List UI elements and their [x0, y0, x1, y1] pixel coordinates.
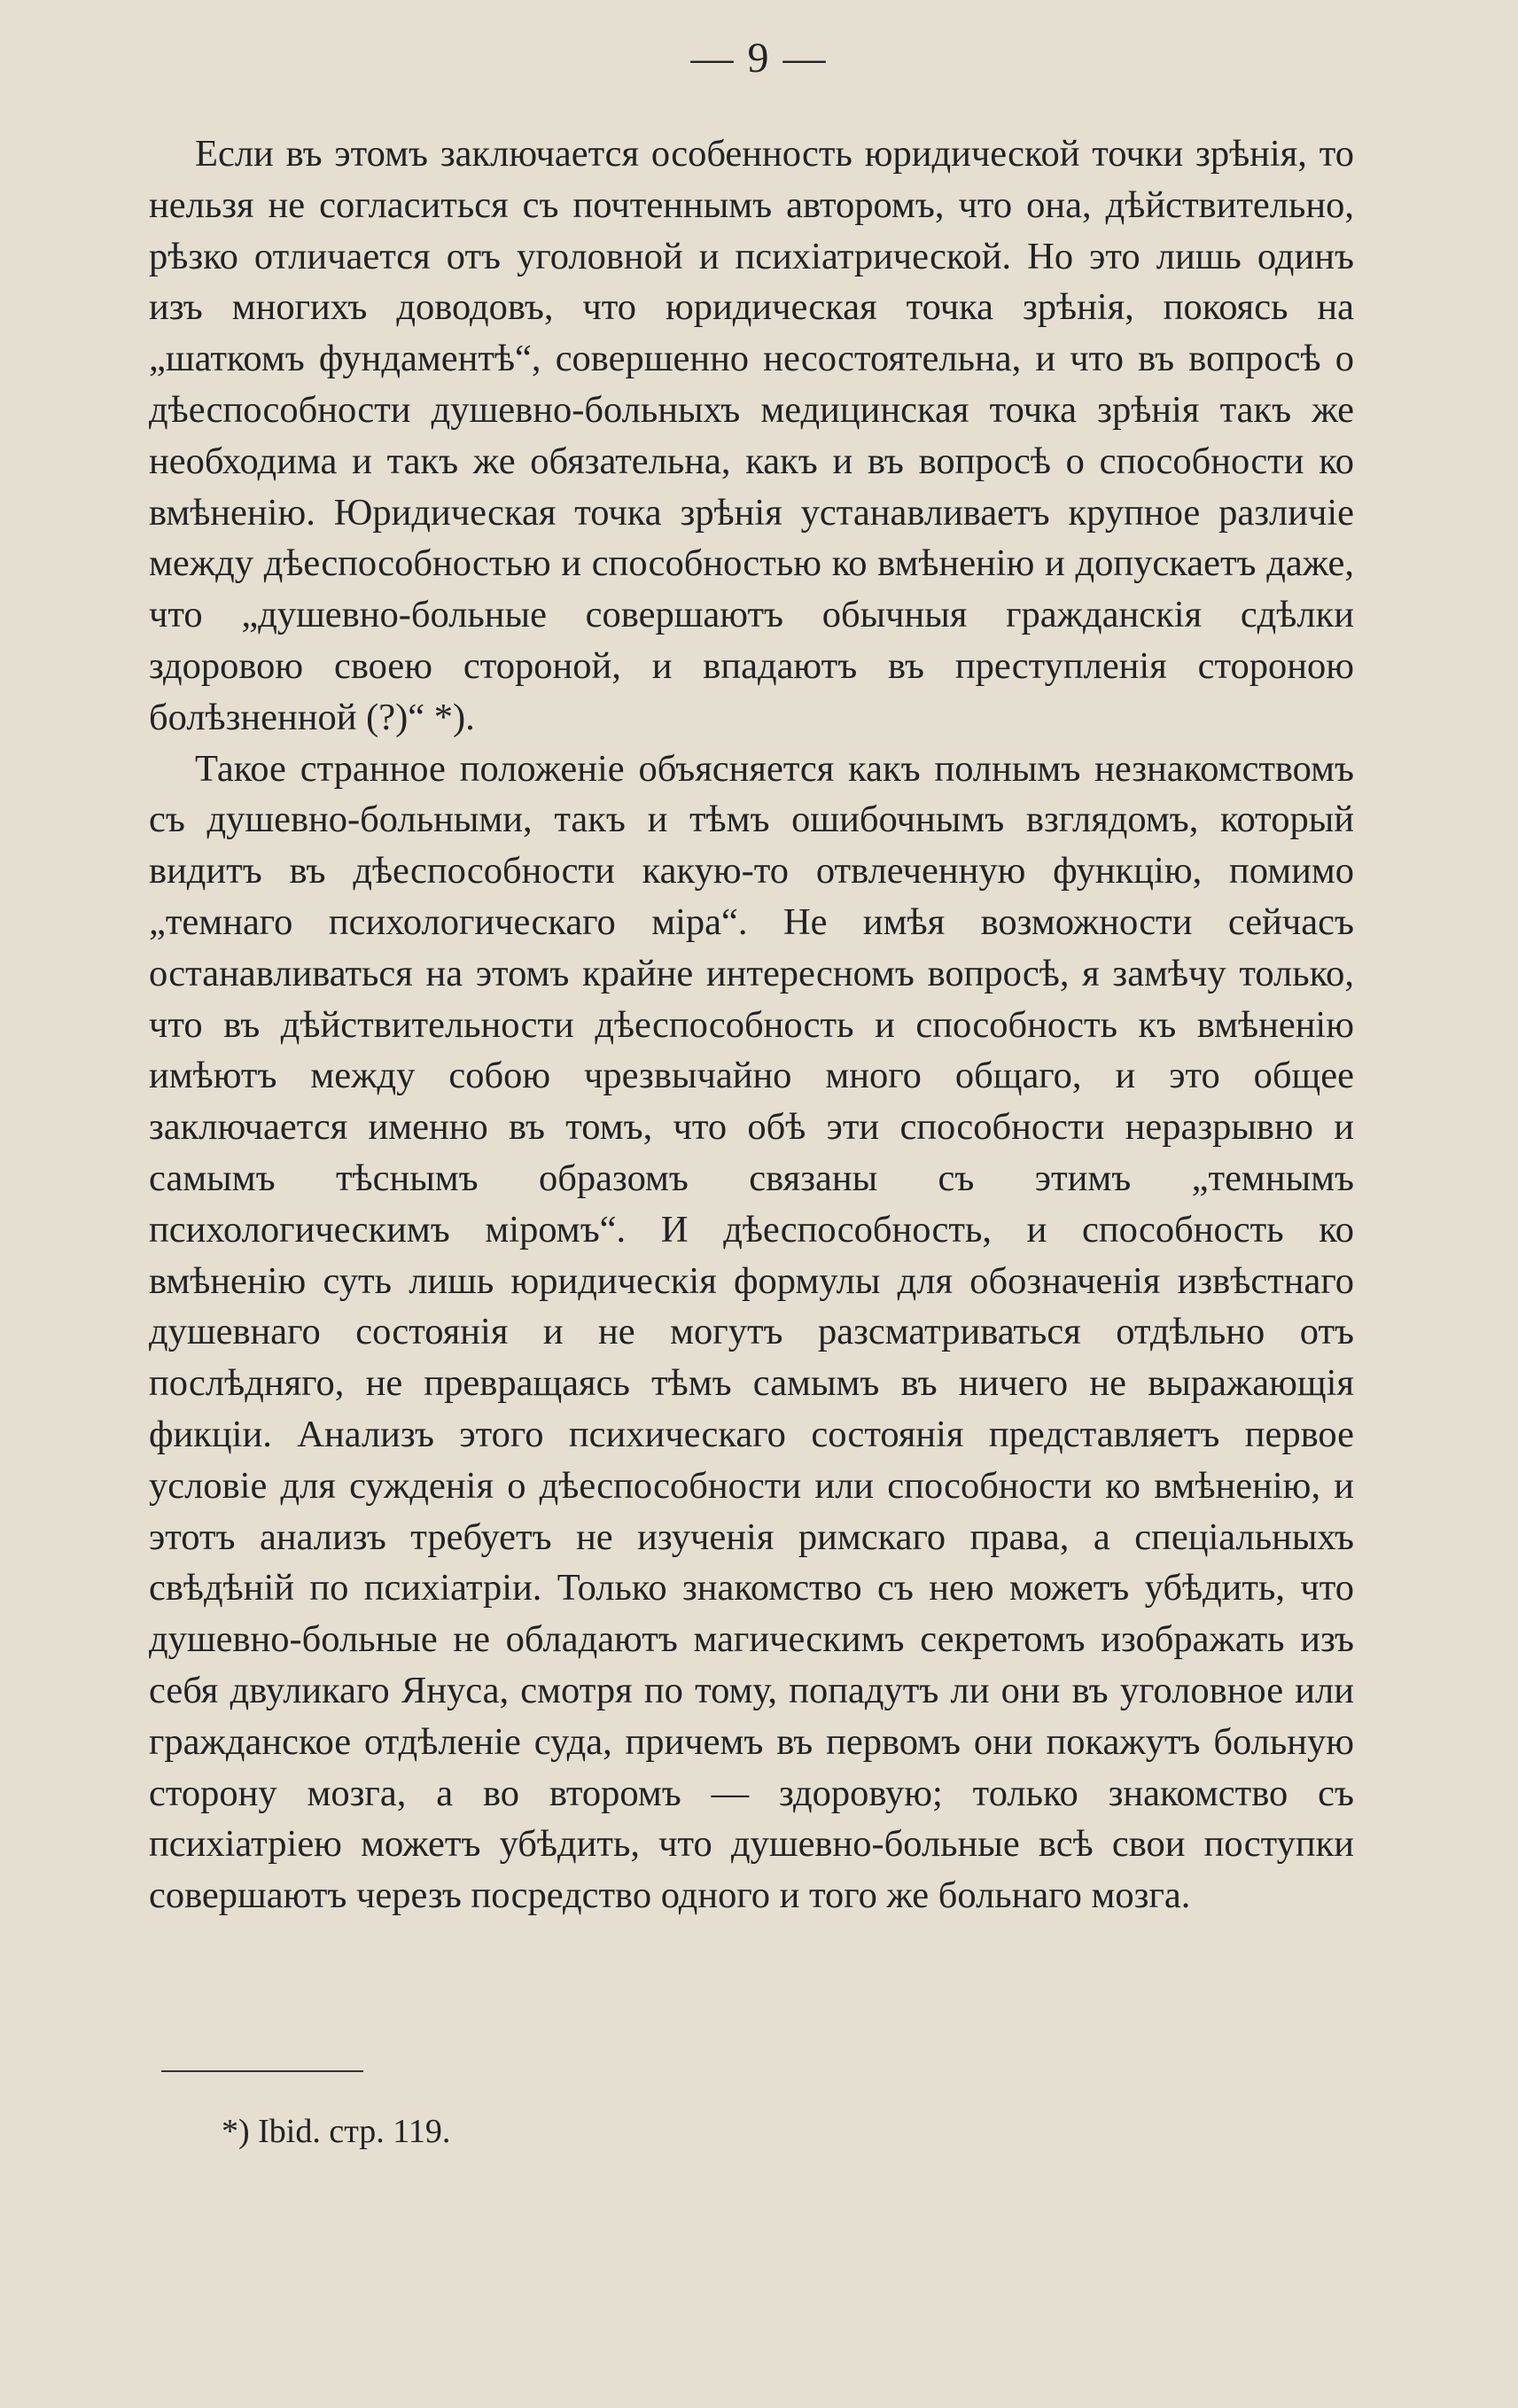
main-text: [149, 129, 1354, 1921]
paragraph-2: Такое странное положеніе объясняется какъ полнымъ незнакомствомъ съ душевно-больными, такъ и тѣмъ ошибочнымъ взглядомъ, который видитъ въ дѣеспособности какую-то отвлеченную функцію, помимо „темнаго психологическаго міра“. Не имѣя возможности сейчасъ останавливаться на этомъ крайне интересномъ вопросѣ, я замѣчу только, что въ дѣйствительности дѣеспособность и способность къ вмѣненію имѣютъ между собою чрезвычайно много общаго, и это общее заключается именно въ томъ, что обѣ эти способности неразрывно и самымъ тѣснымъ образомъ связаны съ этимъ „темнымъ психологическимъ міромъ“. И дѣеспособность, и способность ко вмѣненію суть лишь юридическія формулы для обозначенія извѣстнаго душевнаго состоянія и не могутъ разсматриваться отдѣльно отъ послѣдняго, не превращаясь тѣмъ самымъ въ ничего не выражающія фикціи. Анализъ этого психическаго состоянія представляетъ первое условіе для сужденія о дѣеспособности или способности ко вмѣненію, и этотъ анализъ требуетъ не изученія римскаго права, а спеціальныхъ свѣдѣній по психіатріи. Только знакомство съ нею можетъ убѣдить, что душевно-больные не обладаютъ магическимъ секретомъ изображать изъ себя двуликаго Януса, смотря по тому, попадутъ ли они въ уголовное или гражданское отдѣленіе суда, причемъ въ первомъ они покажутъ больную сторону мозга, а во второмъ — здоровую; только знакомство съ психіатріею можетъ убѣдить, что душевно-больные всѣ свои поступки совершаютъ черезъ посредство одного и того же больнаго мозга.: [149, 747, 1354, 1917]
page-number: — 9 —: [690, 35, 828, 82]
paragraph-1: Если въ этомъ заключается особенность юридической точки зрѣнія, то нельзя не согласиться съ почтеннымъ авторомъ, что она, дѣйствительно, рѣзко отличается отъ уголовной и психіатрической. Но это лишь одинъ изъ многихъ доводовъ, что юридическая точка зрѣнія, покоясь на „шаткомъ фундаментѣ“, совершенно несостоятельна, и что въ вопросѣ о дѣеспособности душевно-больныхъ медицинская точка зрѣнія такъ же необходима и такъ же обязательна, какъ и въ вопросѣ о способности ко вмѣненію. Юридическая точка зрѣнія устанавливаетъ крупное различіе между дѣеспособностью и способностью ко вмѣненію и допускаетъ даже, что „душевно-больные совершаютъ обычныя гражданскія сдѣлки здоровою своею стороной, и впадаютъ въ преступленія стороною болѣзненной (?)“ *).: [149, 133, 1354, 738]
footnote-divider: [161, 2070, 363, 2072]
footnote: *) Ibid. стр. 119.: [222, 2113, 451, 2150]
